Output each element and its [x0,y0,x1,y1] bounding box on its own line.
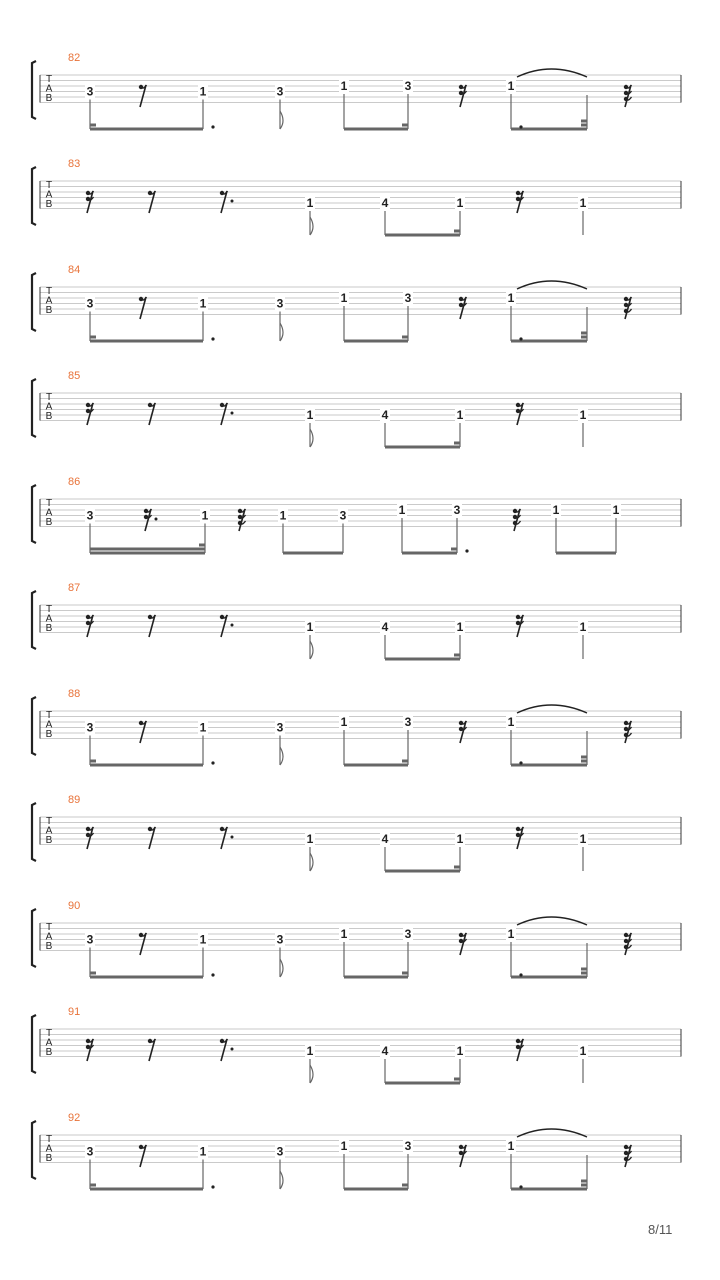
fret-number: 3 [404,927,412,941]
system-bracket [32,591,36,649]
fret-number: 1 [456,620,464,634]
tab-clef-letter: A [45,401,53,413]
fret-number: 1 [507,79,515,93]
fret-number: 1 [306,620,314,634]
tab-clef-letter: A [45,83,53,95]
tab-system [32,370,681,447]
rest-dot [231,200,234,203]
tab-clef-letter: B [45,941,53,952]
duration-dot [211,761,214,764]
tab-system [32,1112,681,1189]
fret-number: 3 [404,79,412,93]
fret-number: 4 [381,620,389,634]
tab-system [32,52,681,129]
tab-clef-letter: B [45,93,53,104]
tab-clef-letter: A [45,825,53,837]
fret-number: 1 [199,296,207,311]
fret-number: 4 [381,1044,389,1058]
tab-clef-letter: B [45,517,53,528]
measure-number: 91 [68,1006,81,1018]
tab-clef-letter: A [45,931,53,943]
tab-clef-letter: T [45,816,53,827]
fret-number: 3 [276,932,284,947]
system-bracket [32,803,36,861]
duration-dot [519,337,522,340]
fret-number: 3 [453,503,461,517]
tab-clef-letter: B [45,305,53,316]
fret-number: 3 [276,720,284,735]
tab-system [32,158,681,235]
fret-number: 1 [199,84,207,99]
fret-number: 3 [276,1144,284,1159]
fret-number: 3 [404,715,412,729]
tab-system [32,476,681,553]
tab-clef-letter: B [45,1153,53,1164]
duration-dot [519,761,522,764]
fret-number: 3 [276,296,284,311]
fret-number: 1 [306,1044,314,1058]
fret-number: 3 [86,720,94,735]
fret-number: 1 [199,1144,207,1159]
page-number: 8/11 [648,1222,673,1237]
fret-number: 3 [339,508,347,523]
system-bracket [32,485,36,543]
duration-dot [519,125,522,128]
fret-number: 1 [456,1044,464,1058]
duration-dot [211,973,214,976]
duration-dot [465,549,468,552]
measure-number: 84 [68,264,81,276]
rest-dot [155,518,158,521]
measure-number: 82 [68,52,81,64]
tab-clef-letter: T [45,286,53,297]
fret-number: 1 [201,508,209,523]
fret-number: 1 [579,1044,587,1058]
duration-dot [211,125,214,128]
duration-dot [519,1185,522,1188]
tab-clef-letter: T [45,710,53,721]
fret-number: 1 [612,503,620,517]
fret-number: 1 [279,508,287,523]
measure-number: 90 [68,900,81,912]
measure-number: 85 [68,370,81,382]
fret-number: 1 [579,620,587,634]
fret-number: 4 [381,832,389,846]
tab-clef-letter: B [45,623,53,634]
tab-clef-letter: B [45,729,53,740]
fret-number: 1 [456,832,464,846]
fret-number: 3 [86,932,94,947]
tab-clef-letter: A [45,295,53,307]
fret-number: 3 [86,84,94,99]
system-bracket [32,61,36,119]
fret-number: 1 [340,715,348,729]
tie-arc [517,281,587,289]
system-bracket [32,1121,36,1179]
tab-clef-letter: T [45,180,53,191]
fret-number: 1 [507,715,515,729]
tab-clef-letter: A [45,1143,53,1155]
tie-arc [517,917,587,925]
tab-system [32,900,681,977]
fret-number: 3 [276,84,284,99]
tab-clef-letter: A [45,613,53,625]
fret-number: 1 [199,932,207,947]
duration-dot [211,337,214,340]
fret-number: 1 [507,927,515,941]
system-bracket [32,909,36,967]
fret-number: 3 [86,508,94,523]
measure-number: 87 [68,582,81,594]
tab-clef-letter: T [45,604,53,615]
tab-clef-letter: T [45,392,53,403]
tab-system [32,264,681,341]
fret-number: 1 [306,408,314,422]
fret-number: 1 [340,79,348,93]
tie-arc [517,69,587,77]
fret-number: 3 [86,1144,94,1159]
tab-clef-letter: T [45,498,53,509]
fret-number: 1 [456,408,464,422]
fret-number: 1 [579,196,587,210]
tab-system [32,688,681,765]
fret-number: 3 [404,1139,412,1153]
tie-arc [517,1129,587,1137]
tab-clef-letter: A [45,1037,53,1049]
duration-dot [519,973,522,976]
tab-clef-letter: A [45,507,53,519]
measure-number: 92 [68,1112,81,1124]
fret-number: 1 [507,1139,515,1153]
fret-number: 3 [404,291,412,305]
fret-number: 1 [340,927,348,941]
rest-dot [231,836,234,839]
rest-dot [231,412,234,415]
measure-number: 88 [68,688,81,700]
tab-clef-letter: A [45,719,53,731]
system-bracket [32,167,36,225]
tab-clef-letter: T [45,922,53,933]
fret-number: 3 [86,296,94,311]
fret-number: 1 [507,291,515,305]
tab-clef-letter: B [45,835,53,846]
rest-dot [231,1048,234,1051]
fret-number: 1 [456,196,464,210]
rest-dot [231,624,234,627]
fret-number: 4 [381,408,389,422]
system-bracket [32,697,36,755]
fret-number: 1 [340,1139,348,1153]
tab-system [32,794,681,871]
system-bracket [32,379,36,437]
tab-system [32,582,681,659]
tab-clef-letter: B [45,199,53,210]
fret-number: 1 [340,291,348,305]
system-bracket [32,1015,36,1073]
fret-number: 1 [579,408,587,422]
tab-clef-letter: T [45,1028,53,1039]
tab-clef-letter: B [45,411,53,422]
tab-clef-letter: A [45,189,53,201]
fret-number: 1 [552,503,560,517]
fret-number: 1 [398,503,406,517]
system-bracket [32,273,36,331]
measure-number: 83 [68,158,81,170]
measure-number: 89 [68,794,81,806]
tab-clef-letter: B [45,1047,53,1058]
fret-number: 1 [199,720,207,735]
duration-dot [211,1185,214,1188]
tab-clef-letter: T [45,1134,53,1145]
fret-number: 4 [381,196,389,210]
fret-number: 1 [306,196,314,210]
fret-number: 1 [306,832,314,846]
measure-number: 86 [68,476,81,488]
fret-number: 1 [579,832,587,846]
tie-arc [517,705,587,713]
tab-system [32,1006,681,1083]
tab-clef-letter: T [45,74,53,85]
